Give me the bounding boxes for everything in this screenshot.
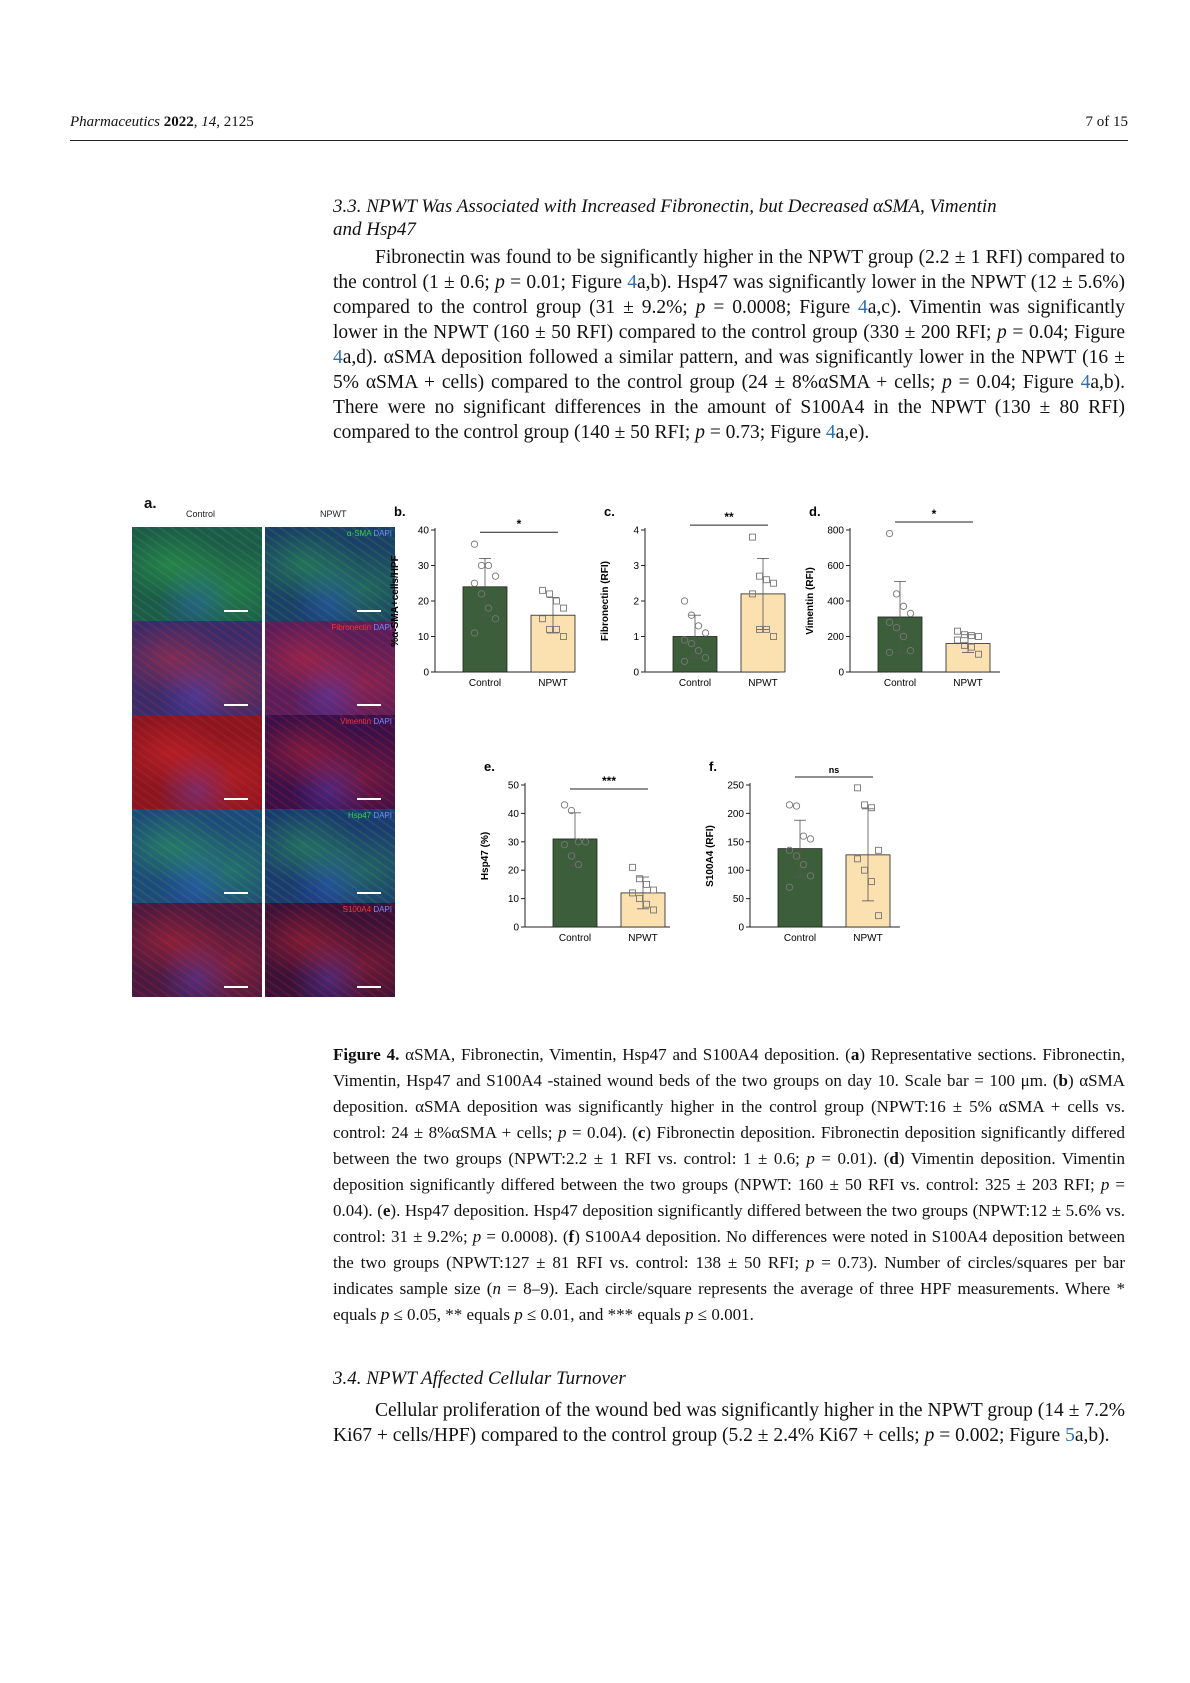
x-tick-label: NPWT [628, 933, 658, 944]
x-tick-label: NPWT [538, 678, 568, 689]
text-run: = 0.73). Number of circles/squares per bar indicates sample size ( [333, 1253, 1125, 1298]
y-tick-label: 4 [633, 525, 639, 537]
micrograph-npwt-2 [265, 621, 395, 715]
text-run: a,b). Hsp47 was significantly lower in the NPWT (12 ± 5.6%) compared to the control group (31 ± 9.2%; [333, 272, 1126, 318]
scale-bar [224, 798, 248, 800]
y-axis-label: Vimentin (RFI) [805, 567, 816, 635]
panel-letter: f. [709, 759, 717, 774]
y-tick-label: 800 [827, 525, 844, 537]
y-tick-label: 0 [838, 667, 844, 679]
x-tick-label: Control [783, 933, 817, 944]
running-header [70, 110, 1128, 141]
significance-label: ** [724, 510, 734, 525]
data-point-circle [485, 562, 491, 568]
significance-label: *** [601, 774, 617, 788]
scale-bar [224, 704, 248, 706]
chart-b-asma [380, 500, 585, 700]
scale-bar [357, 704, 381, 706]
y-axis-label: %α-SMA+cells/HPF [390, 555, 401, 647]
text-run: Figure 4. [333, 1045, 400, 1064]
figure-4-caption [333, 1042, 1125, 1328]
data-point-circle [695, 623, 701, 629]
stain-label: S100A4 DAPI [342, 905, 392, 914]
text-run: = 0.01; Figure [504, 272, 628, 293]
scale-bar [357, 798, 381, 800]
data-point-square [750, 534, 756, 540]
figure-reference-link[interactable]: 4 [333, 347, 343, 368]
y-tick-label: 100 [727, 865, 744, 877]
scale-bar [224, 892, 248, 894]
data-point-circle [800, 833, 806, 839]
text-run: a,e). [835, 422, 870, 443]
data-point-circle [492, 573, 498, 579]
data-point-circle [900, 603, 906, 609]
y-tick-label: 200 [727, 808, 744, 820]
data-point-circle [786, 802, 792, 808]
scale-bar [357, 892, 381, 894]
figure-4 [130, 495, 1130, 1020]
data-point-circle [807, 836, 813, 842]
text-run: a [850, 1045, 860, 1064]
text-run: p [695, 297, 706, 318]
y-tick-label: 40 [507, 808, 519, 820]
micrograph-npwt-4 [265, 809, 395, 903]
micrograph-control-1 [132, 527, 262, 621]
column-header-control: Control [186, 509, 216, 519]
panel-letter: e. [484, 759, 495, 774]
x-tick-label: Control [678, 678, 712, 689]
data-point-square [651, 887, 657, 893]
journal-name: Pharmaceutics [70, 114, 160, 130]
data-point-square [976, 634, 982, 640]
figure-reference-link[interactable]: 4 [825, 422, 836, 443]
text-run: p [557, 1123, 567, 1142]
micrograph-npwt-3 [265, 715, 395, 809]
data-point-square [955, 628, 961, 634]
data-point-circle [478, 562, 484, 568]
scale-bar [357, 610, 381, 612]
text-run: Fibronectin was found to be significantly higher in the NPWT group (2.2 ± 1 RFI) compared to the control (1 ± 0.6; [333, 247, 1125, 293]
journal-citation: Pharmaceutics 2022, 14, 2125 [70, 114, 254, 130]
y-tick-label: 150 [727, 837, 744, 849]
text-run: = 0.04). ( [333, 1175, 1126, 1220]
section-3-4-heading: 3.4. NPWT Affected Cellular Turnover [333, 1368, 626, 1389]
text-run: d [889, 1149, 899, 1168]
y-axis-label: Hsp47 (%) [480, 831, 491, 881]
text-run: p [695, 422, 705, 443]
text-run: = 0.0008). ( [481, 1227, 569, 1246]
panel-letter: b. [394, 504, 406, 519]
data-point-square [540, 587, 546, 593]
data-point-circle [471, 541, 477, 547]
text-run: p [942, 372, 952, 393]
text-run: = 0.0008; Figure [705, 297, 859, 318]
data-point-circle [907, 610, 913, 616]
text-run: b [1058, 1071, 1068, 1090]
significance-label: * [516, 517, 522, 532]
text-run: ) Vimentin deposition. Vimentin deposition significantly differed between the two groups (NPWT: 160 ± 50 RFI vs. control: 325 ± 203 RFI; [333, 1149, 1125, 1194]
stain-label: Vimentin DAPI [340, 717, 392, 726]
text-run: Cellular proliferation of the wound bed was significantly higher in the NPWT group (14 ± 7.2% Ki67 + cells/HPF) compared to the control group (5.2 ± 2.4% Ki67 + cells; [333, 1400, 1125, 1446]
y-tick-label: 3 [633, 561, 639, 572]
micrograph-control-4 [132, 809, 262, 903]
text-run: ) Fibronectin deposition. Fibronectin deposition significantly differed between the two groups (NPWT:2.2 ± 1 RFI vs. control: 1 ± 0.6; [333, 1123, 1125, 1168]
section-3-4-paragraph [333, 1398, 1125, 1448]
text-run: ≤ 0.001. [693, 1305, 754, 1324]
micrograph-npwt-1 [265, 527, 395, 621]
micrograph-control-5 [132, 903, 262, 997]
data-point-square [561, 605, 567, 611]
section-3-3-heading [333, 195, 1123, 241]
stain-label: α-SMA DAPI [346, 529, 392, 538]
text-run: p [472, 1227, 482, 1246]
text-run: a,b). [1074, 1425, 1110, 1446]
micrograph-control-3 [132, 715, 262, 809]
scale-bar [357, 986, 381, 988]
data-point-circle [681, 598, 687, 604]
micrograph-npwt-5 [265, 903, 395, 997]
section-3-3-heading-line2: and Hsp47 [333, 219, 416, 240]
y-tick-label: 30 [417, 561, 429, 572]
chart-e-hsp47 [470, 755, 680, 955]
data-point-square [630, 864, 636, 870]
text-run: f [568, 1227, 575, 1246]
text-run: p [380, 1305, 390, 1324]
data-point-square [554, 598, 560, 604]
data-point-square [757, 573, 763, 579]
y-tick-label: 50 [507, 780, 519, 792]
x-tick-label: NPWT [953, 678, 983, 689]
data-point-circle [561, 802, 567, 808]
y-tick-label: 600 [827, 561, 844, 572]
text-run: ≤ 0.01, and *** equals [522, 1305, 686, 1324]
data-point-circle [702, 630, 708, 636]
text-run: p [924, 1425, 935, 1446]
column-header-npwt: NPWT [320, 509, 347, 519]
figure-reference-link[interactable]: 4 [1080, 372, 1091, 393]
text-run: = 0.01). ( [814, 1149, 890, 1168]
text-run: a,d). αSMA deposition followed a similar pattern, and was significantly lower in the NPWT (16 ± 5% αSMA + cells) compared to the control group (24 ± 8%αSMA + cells; [333, 347, 1125, 393]
article-number: 2125 [223, 114, 254, 130]
text-run: p [997, 322, 1007, 343]
stain-label: Fibronectin DAPI [331, 623, 392, 632]
text-run: ) Representative sections. Fibronectin, Vimentin, Hsp47 and S100A4 -stained wound beds of the two groups on day 10. Scale bar = 100 μm. ( [333, 1045, 1125, 1090]
data-point-square [869, 805, 875, 811]
text-run: n [492, 1279, 501, 1298]
y-tick-label: 0 [738, 922, 744, 934]
text-run: p [514, 1305, 523, 1324]
y-tick-label: 2 [633, 596, 639, 608]
data-point-square [771, 580, 777, 586]
text-run: p [1100, 1175, 1110, 1194]
data-point-square [855, 785, 861, 791]
y-tick-label: 1 [633, 632, 639, 643]
section-3-3-heading-line1: 3.3. NPWT Was Associated with Increased Fibronectin, but Decreased αSMA, Vimentin [333, 196, 997, 217]
significance-label: * [931, 507, 937, 521]
text-run: a,b). There were no significant differences in the amount of S100A4 in the NPWT (130 ± 80 RFI) compared to the control group (140 ± 50 RFI; [333, 372, 1126, 443]
data-point-square [969, 633, 975, 639]
y-tick-label: 20 [417, 596, 429, 608]
figure-reference-link[interactable]: 4 [858, 297, 868, 318]
journal-volume: 14 [201, 114, 217, 130]
text-run: = 0.002; Figure [934, 1425, 1066, 1446]
section-3-3-paragraph [333, 245, 1125, 445]
x-tick-label: NPWT [748, 678, 778, 689]
x-tick-label: NPWT [853, 933, 883, 944]
y-tick-label: 0 [513, 922, 519, 934]
stain-label: Hsp47 DAPI [347, 811, 392, 820]
chart-c-fibronectin [590, 500, 790, 700]
panel-letter: c. [604, 504, 615, 519]
x-tick-label: Control [468, 678, 502, 689]
x-tick-label: Control [558, 933, 592, 944]
y-axis-label: S100A4 (RFI) [705, 825, 716, 887]
panel-a-letter: a. [144, 495, 157, 512]
y-tick-label: 50 [732, 894, 744, 906]
journal-year: 2022 [163, 114, 194, 130]
x-tick-label: Control [883, 678, 917, 689]
y-tick-label: 0 [633, 667, 639, 679]
text-run: a,c). Vimentin was significantly lower in the NPWT (160 ± 50 RFI) compared to the control group (330 ± 200 RFI; [333, 297, 1126, 343]
text-run: ) S100A4 deposition. No differences were noted in S100A4 deposition between the two groups (NPWT:127 ± 81 RFI vs. control: 138 ± 50 RFI; [333, 1227, 1125, 1272]
text-run: e [382, 1201, 391, 1220]
y-tick-label: 400 [827, 596, 844, 608]
text-run: p [806, 1149, 815, 1168]
figure-reference-link[interactable]: 5 [1065, 1425, 1075, 1446]
text-run: ). Hsp47 deposition. Hsp47 deposition significantly differed between the two groups (NPWT:12 ± 5.6% vs. control: 31 ± 9.2%; [333, 1201, 1125, 1246]
y-tick-label: 0 [423, 667, 429, 679]
data-point-circle [893, 591, 899, 597]
significance-label: ns [828, 765, 840, 775]
y-tick-label: 10 [507, 894, 519, 906]
y-axis-label: Fibronectin (RFI) [600, 561, 611, 641]
data-point-circle [886, 530, 892, 536]
micrograph-control-2 [132, 621, 262, 715]
panel-letter: d. [809, 504, 821, 519]
y-tick-label: 40 [417, 525, 429, 537]
data-point-square [955, 637, 961, 643]
data-point-square [547, 591, 553, 597]
data-point-square [876, 847, 882, 853]
page-number: 7 of 15 [1085, 114, 1128, 130]
text-run: c [637, 1123, 646, 1142]
data-point-square [644, 881, 650, 887]
chart-f-s100a4 [695, 755, 910, 955]
data-point-circle [471, 580, 477, 586]
data-point-square [862, 802, 868, 808]
text-run: = 0.73; Figure [704, 422, 826, 443]
figure-reference-link[interactable]: 4 [627, 272, 638, 293]
text-run: ) αSMA deposition. αSMA deposition was significantly higher in the control group (NPWT:16 ± 5% αSMA + cells vs. control: 24 ± 8%αSMA + cells; [333, 1071, 1125, 1142]
y-tick-label: 30 [507, 837, 519, 849]
data-point-circle [793, 803, 799, 809]
chart-d-vimentin [795, 500, 1010, 700]
text-run: ≤ 0.05, ** equals [389, 1305, 515, 1324]
text-run: p [495, 272, 505, 293]
text-run: p [805, 1253, 815, 1272]
scale-bar [224, 610, 248, 612]
text-run: p [685, 1305, 694, 1324]
y-tick-label: 20 [507, 865, 519, 877]
text-run: αSMA, Fibronectin, Vimentin, Hsp47 and S100A4 deposition. ( [399, 1045, 851, 1064]
y-tick-label: 200 [827, 632, 844, 643]
data-point-square [764, 577, 770, 583]
text-run: = 8–9). Each circle/square represents the average of three HPF measurements. Where * equals [333, 1279, 1125, 1324]
text-run: = 0.04; Figure [1006, 322, 1125, 343]
y-tick-label: 250 [727, 780, 744, 792]
text-run: = 0.04). ( [566, 1123, 638, 1142]
text-run: = 0.04; Figure [951, 372, 1081, 393]
y-tick-label: 10 [417, 632, 429, 643]
scale-bar [224, 986, 248, 988]
